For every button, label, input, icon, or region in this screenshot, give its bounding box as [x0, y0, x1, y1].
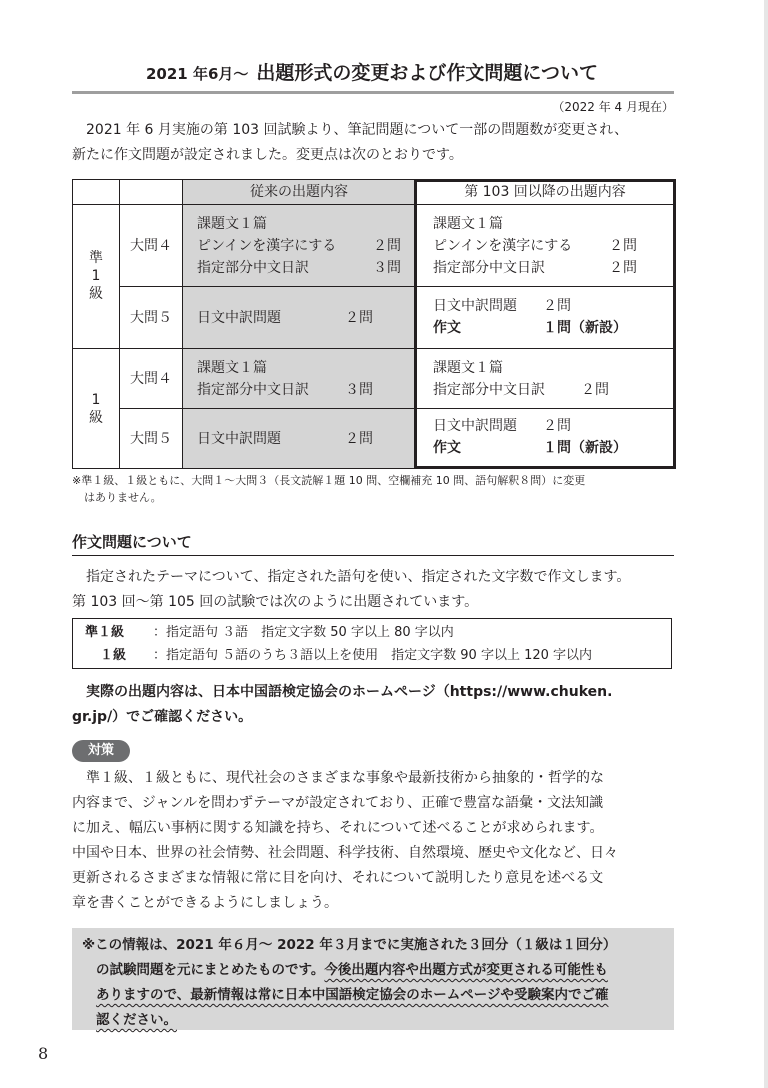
l1-q5-new [414, 408, 676, 469]
content-line: 課題文１篇 [197, 216, 267, 232]
content-line: 日文中訳問題 ２問 [433, 418, 571, 434]
content-line: 作文 １問（新設） [433, 440, 627, 456]
header-new-content: 第 103 回以降の出題内容 [414, 179, 676, 205]
paragraph-line: 中国や日本、世界の社会情勢、社会問題、科学技術、自然環境、歴史や文化など、日々 [72, 845, 618, 861]
content-line: ピンインを漢字にする ２問 [197, 238, 401, 254]
level-jun1-cell [72, 204, 120, 349]
footnote-line: ※準１級、１級ともに、大問１〜大問３（長文読解１題 10 問、空欄補充 10 問、語句解釈８問）に変更 [72, 474, 586, 487]
content-line: 指定部分中文日訳 ３問 [197, 382, 373, 398]
level-char: 1 [91, 268, 101, 284]
paragraph-line: 実際の出題内容は、日本中国語検定協会のホームページ（https://www.chuken. [86, 684, 613, 700]
condition-row [85, 644, 671, 667]
jun1-q4-old [182, 204, 416, 287]
paragraph-line: 内容まで、ジャンルを問わずテーマが設定されており、正確で豊富な語彙・文法知識 [72, 795, 604, 811]
title-text: 出題形式の変更および作文問題について [256, 62, 599, 84]
page-title [72, 60, 672, 87]
condition-text: ：指定語句 ３語 指定文字数 50 字以上 80 字以内 [153, 625, 454, 640]
table-corner-cell [119, 179, 183, 205]
paragraph-line: gr.jp/）でご確認ください。 [72, 709, 253, 725]
page-number: 8 [38, 1044, 49, 1063]
notice-box [72, 928, 674, 1030]
paragraph-line: 章を書くことができるようにしましょう。 [72, 895, 338, 911]
strategy-tag: 対策 [72, 740, 130, 762]
section-underline [72, 555, 674, 556]
condition-label: 準１級 [85, 625, 125, 640]
notice-line: ※この情報は、2021 年６月〜 2022 年３月までに実施された３回分（１級は１回分） [82, 937, 617, 953]
section-title: 作文問題について [72, 533, 192, 551]
l1-q5-old [182, 408, 416, 469]
question-label: 大問４ [119, 204, 183, 287]
notice-line [82, 1008, 674, 1033]
level-char: 準 [89, 250, 103, 266]
content-line: 課題文１篇 [433, 216, 503, 232]
content-line: 課題文１篇 [433, 360, 503, 376]
jun1-q5-new [414, 286, 676, 349]
wavy-emphasis: ありますので、最新情報は常に日本中国語検定協会のホームページや受験案内でご確 [96, 987, 609, 1003]
level-char: 級 [89, 410, 103, 426]
page-edge [764, 0, 768, 1088]
table-footnote [72, 472, 676, 506]
condition-text: ：指定語句 ５語のうち３語以上を使用 指定文字数 90 字以上 120 字以内 [153, 648, 593, 663]
intro-paragraph [72, 118, 674, 168]
content-line: 指定部分中文日訳 ３問 [197, 260, 401, 276]
condition-label: １級 [99, 648, 126, 663]
content-line: 日文中訳問題 ２問 [433, 298, 571, 314]
wavy-emphasis: 今後出題内容や出題方式が変更される可能性も [324, 962, 608, 978]
homepage-reference [72, 680, 674, 730]
level-1-cell [72, 348, 120, 469]
jun1-q5-old [182, 286, 416, 349]
intro-line: 2021 年 6 月実施の第 103 回試験より、筆記問題について一部の問題数が変更され、 [86, 122, 629, 138]
footnote-line: はありません。 [84, 491, 162, 504]
strategy-paragraph [72, 766, 674, 916]
notice-line [82, 983, 674, 1008]
paragraph-line: 指定されたテーマについて、指定された語句を使い、指定された文字数で作文します。 [86, 569, 631, 585]
condition-row [85, 621, 671, 644]
content-line: 課題文１篇 [197, 360, 267, 376]
as-of-date: （2022 年 4 月現在） [552, 100, 674, 114]
header-old-content: 従来の出題内容 [182, 179, 416, 205]
intro-line: 新たに作文問題が設定されました。変更点は次のとおりです。 [72, 147, 463, 163]
title-prefix: 2021 年6月〜 [145, 65, 249, 83]
content-line: 指定部分中文日訳 ２問 [433, 260, 637, 276]
wavy-emphasis: 認ください。 [96, 1012, 177, 1028]
paragraph-line: に加え、幅広い事柄に関する知識を持ち、それについて述べることが求められます。 [72, 820, 604, 836]
paragraph-line: 第 103 回〜第 105 回の試験では次のように出題されています。 [72, 594, 479, 610]
paragraph-line: 準１級、１級ともに、現代社会のさまざまな事象や最新技術から抽象的・哲学的な [86, 770, 604, 786]
essay-conditions-box [72, 618, 672, 669]
table-corner-cell [72, 179, 120, 205]
title-underline [72, 91, 674, 94]
content-line: 日文中訳問題 ２問 [197, 310, 373, 326]
question-label: 大問５ [119, 286, 183, 349]
level-char: 1 [91, 392, 101, 408]
content-line: 日文中訳問題 ２問 [197, 431, 373, 447]
question-label: 大問５ [119, 408, 183, 469]
content-line: 指定部分中文日訳 ２問 [433, 382, 609, 398]
paragraph-line: 更新されるさまざまな情報に常に目を向け、それについて説明したり意見を述べる文 [72, 870, 604, 886]
level-char: 級 [89, 286, 103, 302]
content-line: 作文 １問（新設） [433, 320, 627, 336]
question-label: 大問４ [119, 348, 183, 409]
jun1-q4-new [414, 204, 676, 287]
content-line: ピンインを漢字にする ２問 [433, 238, 637, 254]
l1-q4-old [182, 348, 416, 409]
notice-line: の試験問題を元にまとめたものです。今後出題内容や出題方式が変更される可能性も [96, 962, 608, 978]
essay-description [72, 565, 674, 615]
l1-q4-new [414, 348, 676, 409]
